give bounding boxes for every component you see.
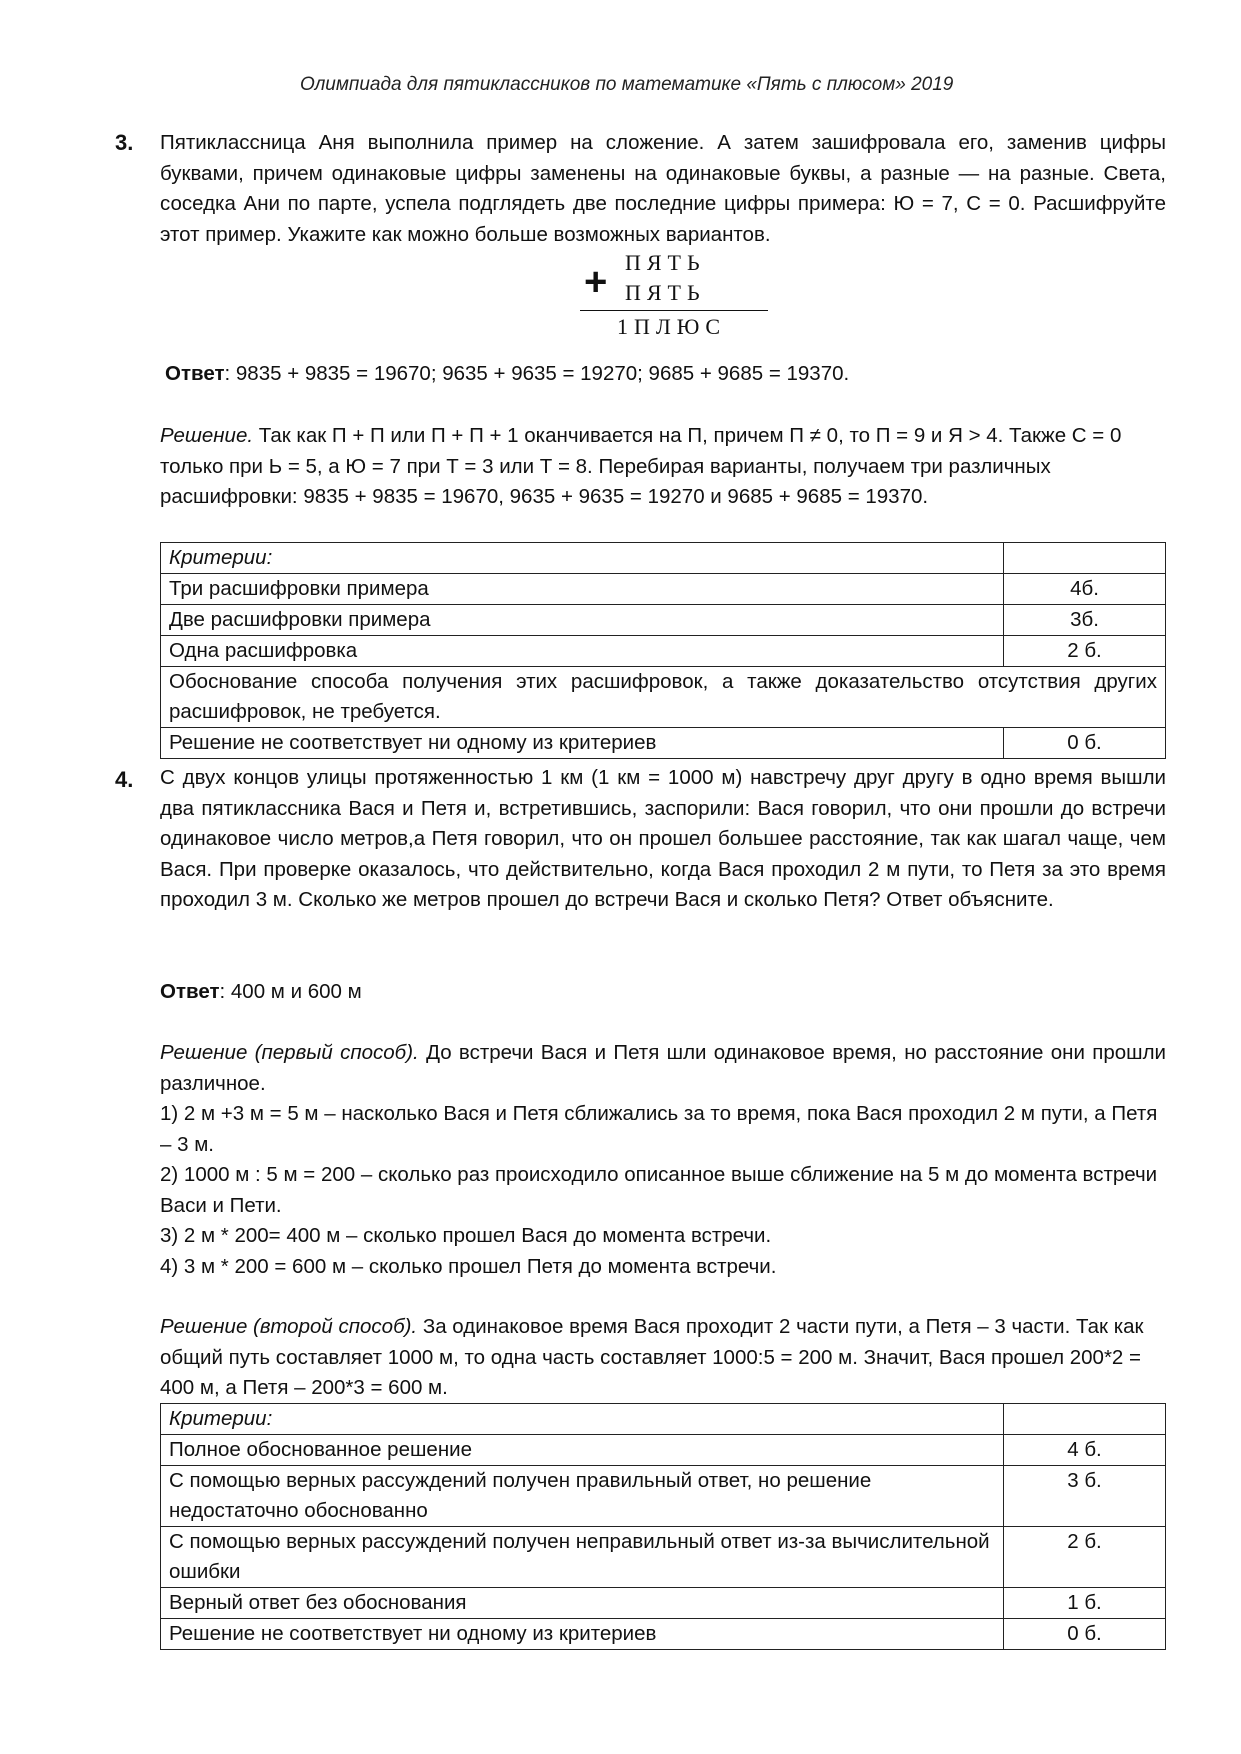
problem-4-solution-2: Решение (второй способ). За одинаковое время Вася проходит 2 части пути, а Петя – 3 части. Так как общий путь составляет 1000 м, то одна часть составляет 1000:5 = 200 м. Значит, Вася прошел 200*2 = 400 м, а Петя – 200*3 = 600 м. xyxy=(160,1315,1144,1399)
table-row xyxy=(161,636,1166,667)
criterion-points: 1 б. xyxy=(1004,1588,1166,1619)
criteria-table-3 xyxy=(160,542,1166,759)
criterion-points: 0 б. xyxy=(1004,1619,1166,1650)
criterion-points: 4б. xyxy=(1004,574,1166,605)
problem-3-number: 3. xyxy=(115,130,134,155)
plus-sign: + xyxy=(584,260,608,304)
problem-3-text: Пятиклассница Аня выполнила пример на сложение. А затем зашифровала его, заменив цифры буквами, причем одинаковые цифры заменены на одинаковые буквы, а разные — на разные. Света, соседка Ани по парте, успела подглядеть две последние цифры примера: Ю = 7, С = 0. Расшифруйте этот пример. Укажите как можно больше возможных вариантов. xyxy=(160,131,1166,246)
criterion-text: Решение не соответствует ни одному из критериев xyxy=(161,1619,1004,1650)
criterion-text: Полное обоснованное решение xyxy=(161,1435,1004,1466)
criteria-header: Критерии: xyxy=(161,543,1004,574)
criterion-text: Две расшифровки примера xyxy=(161,605,1004,636)
cryptarithm xyxy=(580,246,770,339)
answer-label: Ответ xyxy=(165,362,225,385)
page-header: Олимпиада для пятиклассников по математике «Пять с плюсом» 2019 xyxy=(300,74,954,95)
solution-text: Так как П + П или П + П + 1 оканчивается на П, причем П ≠ 0, то П = 9 и Я > 4. Также С = 0 только при Ь = 5, а Ю = 7 при Т = 3 или Т = 8. Перебирая варианты, получаем три различных расшифровки: 9835 + 9835 = 19670, 9635 + 9635 = 19270 и 9685 + 9685 = 19370. xyxy=(160,424,1122,508)
problem-4-answer xyxy=(160,977,1166,1008)
table-row xyxy=(161,1588,1166,1619)
solution-2-label: Решение (второй способ). xyxy=(160,1315,418,1338)
problem-4-number: 4. xyxy=(115,767,134,792)
table-row xyxy=(161,1466,1166,1527)
problem-4-solution-1 xyxy=(160,1038,1166,1282)
criteria-table-4 xyxy=(160,1403,1166,1650)
criterion-points: 2 б. xyxy=(1004,1527,1166,1588)
criterion-text: Решение не соответствует ни одному из критериев xyxy=(161,728,1004,759)
addend-2: ПЯТЬ xyxy=(625,280,706,305)
solution-label: Решение. xyxy=(160,424,254,447)
solution-1-intro: Решение (первый способ). До встречи Вася и Петя шли одинаковое время, но расстояние они прошли различное. xyxy=(160,1041,1166,1095)
criterion-points: 4 б. xyxy=(1004,1435,1166,1466)
answer-label: Ответ xyxy=(160,980,220,1003)
problem-4-text: С двух концов улицы протяженностью 1 км (1 км = 1000 м) навстречу друг другу в одно время вышли два пятиклассника Вася и Петя и, встретившись, заспорили: Вася говорил, что они прошли до встречи одинаковое число метров,а Петя говорил, что он прошел большее расстояние, так как шагал чаще, чем Вася. При проверке оказалось, что действительно, когда Вася проходил 2 м пути, то Петя за это время проходил 3 м. Сколько же метров прошел до встречи Вася и сколько Петя? Ответ объясните. xyxy=(160,766,1166,911)
table-row xyxy=(161,667,1166,728)
answer-text: : 400 м и 600 м xyxy=(219,980,362,1003)
solution-1-label: Решение (первый способ). xyxy=(160,1041,419,1064)
criteria-note: Обоснование способа получения этих расшифровок, а также доказательство отсутствия других расшифровок, не требуется. xyxy=(161,667,1166,728)
table-row xyxy=(161,1404,1166,1435)
solution-step: 3) 2 м * 200= 400 м – сколько прошел Вася до момента встречи. xyxy=(160,1224,772,1247)
criterion-text: С помощью верных рассуждений получен правильный ответ, но решение недостаточно обоснованно xyxy=(161,1466,1004,1527)
table-row xyxy=(161,1527,1166,1588)
criterion-text: Три расшифровки примера xyxy=(161,574,1004,605)
table-row xyxy=(161,574,1166,605)
problem-3-solution xyxy=(160,421,1166,513)
criteria-header: Критерии: xyxy=(161,1404,1004,1435)
solution-step: 2) 1000 м : 5 м = 200 – сколько раз происходило описанное выше сближение на 5 м до момента встречи Васи и Пети. xyxy=(160,1163,1158,1217)
sum: 1ПЛЮС xyxy=(617,314,727,339)
problem-3-answer xyxy=(165,359,1171,390)
criterion-points: 0 б. xyxy=(1004,728,1166,759)
criterion-points: 2 б. xyxy=(1004,636,1166,667)
answer-text: : 9835 + 9835 = 19670; 9635 + 9635 = 19270; 9685 + 9685 = 19370. xyxy=(224,362,850,385)
criterion-points: 3 б. xyxy=(1004,1466,1166,1527)
table-row xyxy=(161,1619,1166,1650)
addend-1: ПЯТЬ xyxy=(625,250,706,275)
solution-step: 1) 2 м +3 м = 5 м – насколько Вася и Петя сближались за то время, пока Вася проходил 2 м пути, а Петя – 3 м. xyxy=(160,1102,1158,1156)
sum-line xyxy=(580,310,768,311)
table-row xyxy=(161,543,1166,574)
criterion-text: С помощью верных рассуждений получен неправильный ответ из-за вычислительной ошибки xyxy=(161,1527,1004,1588)
table-row xyxy=(161,1435,1166,1466)
table-row xyxy=(161,605,1166,636)
criterion-text: Верный ответ без обоснования xyxy=(161,1588,1004,1619)
solution-step: 4) 3 м * 200 = 600 м – сколько прошел Петя до момента встречи. xyxy=(160,1254,777,1278)
criterion-points: 3б. xyxy=(1004,605,1166,636)
criterion-text: Одна расшифровка xyxy=(161,636,1004,667)
table-row xyxy=(161,728,1166,759)
